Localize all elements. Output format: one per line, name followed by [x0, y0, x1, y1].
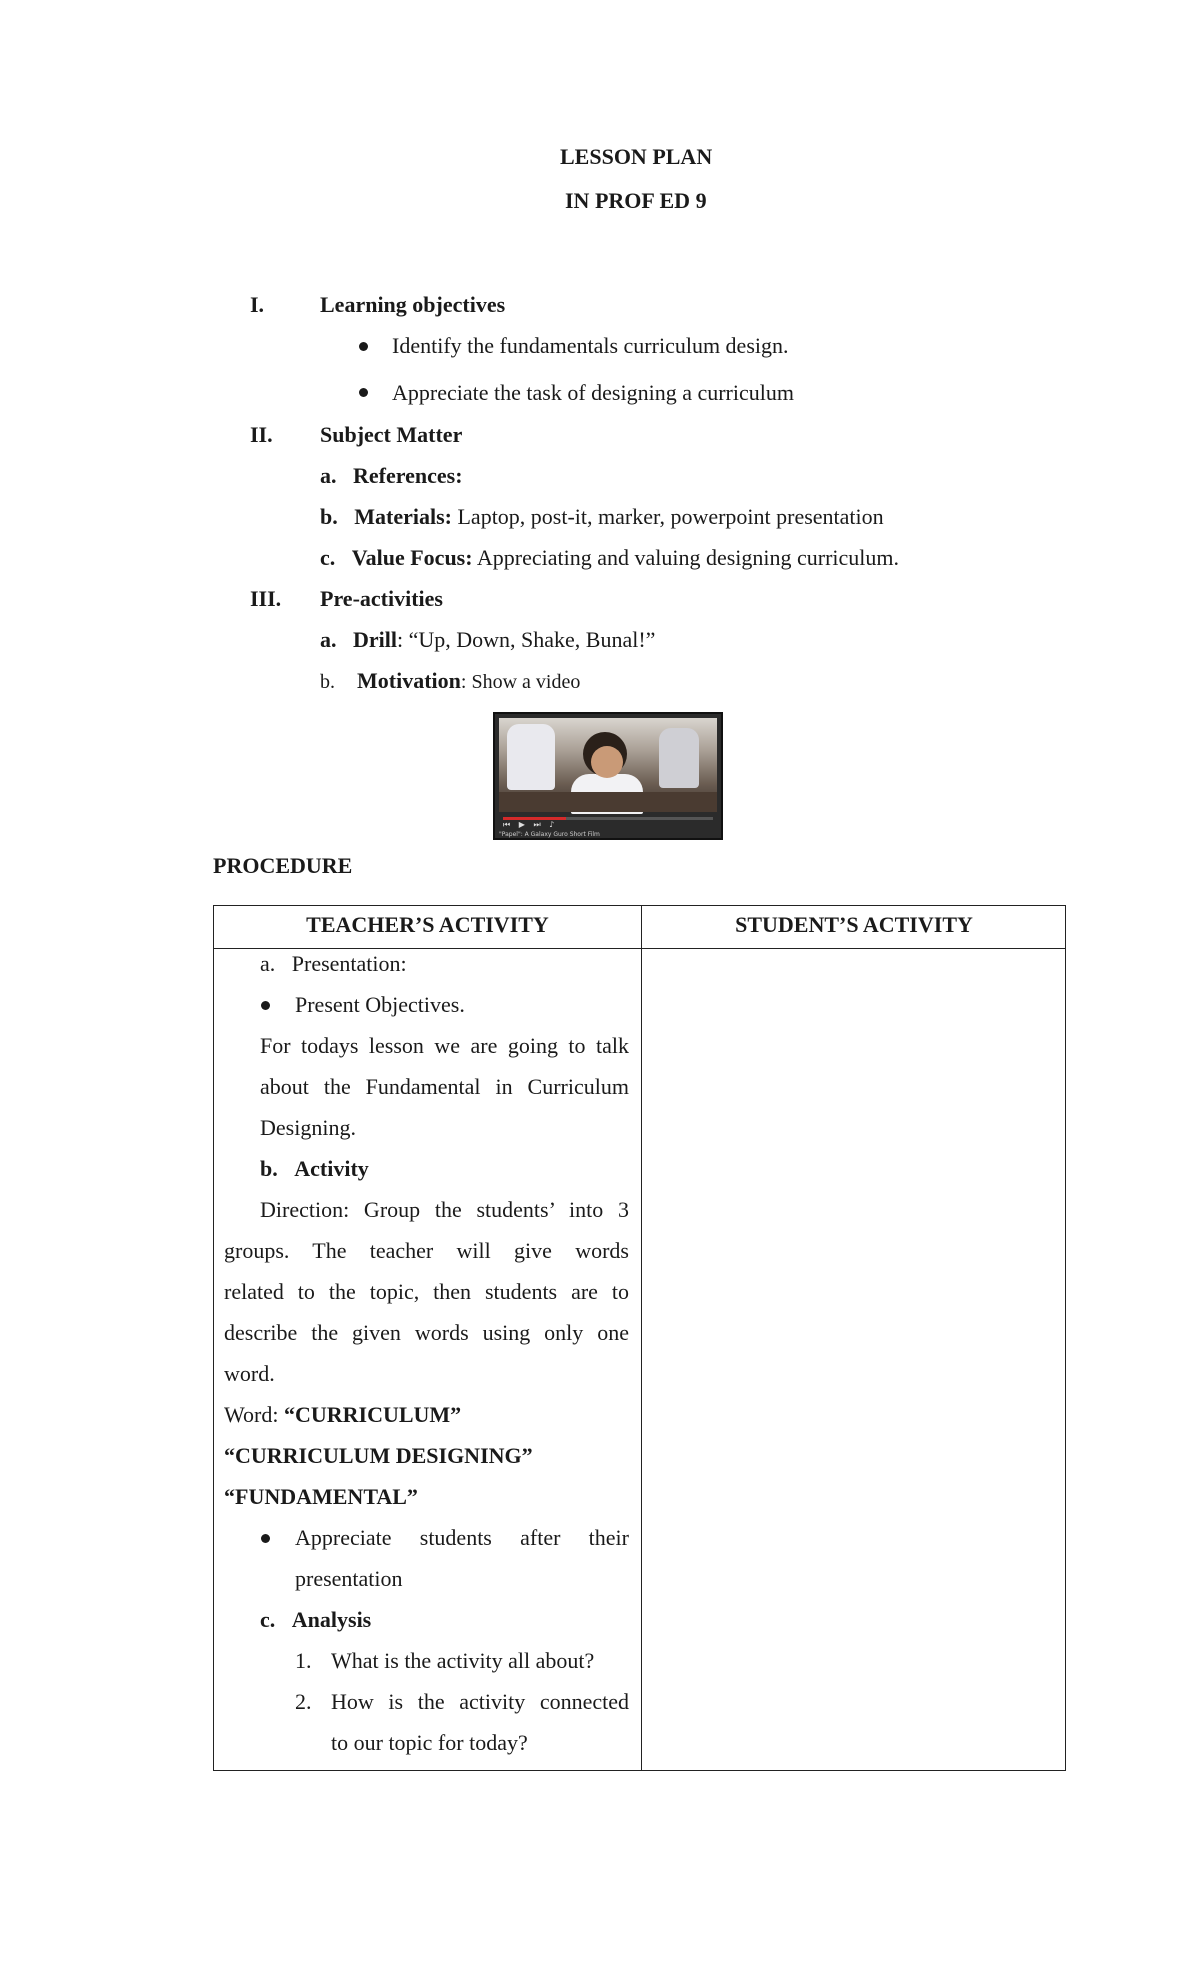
procedure-heading: PROCEDURE: [213, 853, 353, 878]
appreciate-line: presentation: [295, 1566, 403, 1591]
direction-line: related to the topic, then students are to: [224, 1279, 629, 1304]
word-item: “FUNDAMENTAL”: [224, 1484, 418, 1509]
present-objectives: Present Objectives.: [295, 992, 465, 1017]
question-number: 1.: [295, 1648, 312, 1673]
item-letter: a.: [320, 463, 337, 488]
intro-line: For todays lesson we are going to talk: [260, 1033, 629, 1058]
subject-item-value-focus: [320, 545, 899, 571]
direction-line: describe the given words using only one: [224, 1320, 629, 1345]
word-item: “CURRICULUM DESIGNING”: [224, 1443, 533, 1468]
video-caption: "Papel": A Galaxy Guro Short Film: [499, 831, 600, 838]
direction-line: groups. The teacher will give words: [224, 1238, 629, 1263]
procedure-table: [213, 905, 1066, 1771]
item-letter: b.: [320, 504, 338, 529]
item-text: : Show a video: [460, 671, 581, 693]
word-line: [224, 1402, 461, 1428]
section-3-numeral: III.: [250, 586, 282, 611]
preactivity-motivation: [320, 668, 580, 694]
direction-line: word.: [224, 1361, 275, 1386]
item-label: Value Focus:: [351, 545, 473, 570]
item-letter: b.: [260, 1156, 278, 1181]
word-item: “CURRICULUM”: [283, 1402, 462, 1427]
subject-item-materials: [320, 504, 884, 530]
item-label: Materials:: [354, 504, 452, 529]
item-label: Presentation:: [291, 951, 407, 976]
section-2-numeral: II.: [250, 422, 273, 447]
question-line: How is the activity connected: [331, 1689, 629, 1714]
item-text: Appreciating and valuing designing curriculum.: [472, 545, 900, 570]
video-scene: [499, 718, 717, 812]
page-subtitle: IN PROF ED 9: [565, 188, 707, 213]
subject-item-references: [320, 463, 463, 489]
column-header-student: STUDENT’S ACTIVITY: [735, 912, 973, 937]
bullet-icon: [359, 342, 368, 351]
item-letter: a.: [260, 951, 276, 976]
objective-item: Appreciate the task of designing a curriculum: [392, 380, 794, 405]
intro-line: about the Fundamental in Curriculum: [260, 1074, 629, 1099]
question-number: 2.: [295, 1689, 312, 1714]
section-1-heading: Learning objectives: [320, 292, 506, 317]
item-text: Laptop, post-it, marker, powerpoint presentation: [451, 504, 884, 529]
column-header-teacher: TEACHER’S ACTIVITY: [306, 912, 549, 937]
item-label: Activity: [294, 1156, 369, 1181]
item-label: Drill: [353, 627, 397, 652]
question-line: What is the activity all about?: [331, 1648, 595, 1673]
bullet-icon: [261, 1534, 270, 1543]
preactivity-drill: [320, 627, 655, 653]
analysis-item: [260, 1607, 371, 1633]
bullet-icon: [261, 1001, 270, 1010]
page-title: LESSON PLAN: [560, 144, 713, 169]
word-prefix: Word:: [224, 1402, 284, 1427]
bullet-icon: [359, 388, 368, 397]
item-letter: b.: [320, 671, 335, 693]
appreciate-line: Appreciate students after their: [295, 1525, 629, 1550]
activity-item: [260, 1156, 369, 1182]
section-2-heading: Subject Matter: [320, 422, 463, 447]
item-letter: c.: [260, 1607, 276, 1632]
item-letter: c.: [320, 545, 336, 570]
video-controls-icon[interactable]: ⏮ ▶ ⏭ ♪: [503, 820, 558, 829]
item-label: Analysis: [291, 1607, 372, 1632]
item-label: References:: [353, 463, 463, 488]
video-thumbnail[interactable]: [493, 712, 723, 840]
item-text: : “Up, Down, Shake, Bunal!”: [397, 627, 656, 652]
presentation-item: [260, 951, 407, 977]
direction-line: Direction: Group the students’ into 3: [260, 1197, 629, 1222]
section-3-heading: Pre-activities: [320, 586, 443, 611]
intro-line: Designing.: [260, 1115, 356, 1140]
item-letter: a.: [320, 627, 337, 652]
question-line: to our topic for today?: [331, 1730, 528, 1755]
item-label: Motivation: [357, 668, 461, 693]
objective-item: Identify the fundamentals curriculum design.: [392, 333, 789, 358]
section-1-numeral: I.: [250, 292, 265, 317]
